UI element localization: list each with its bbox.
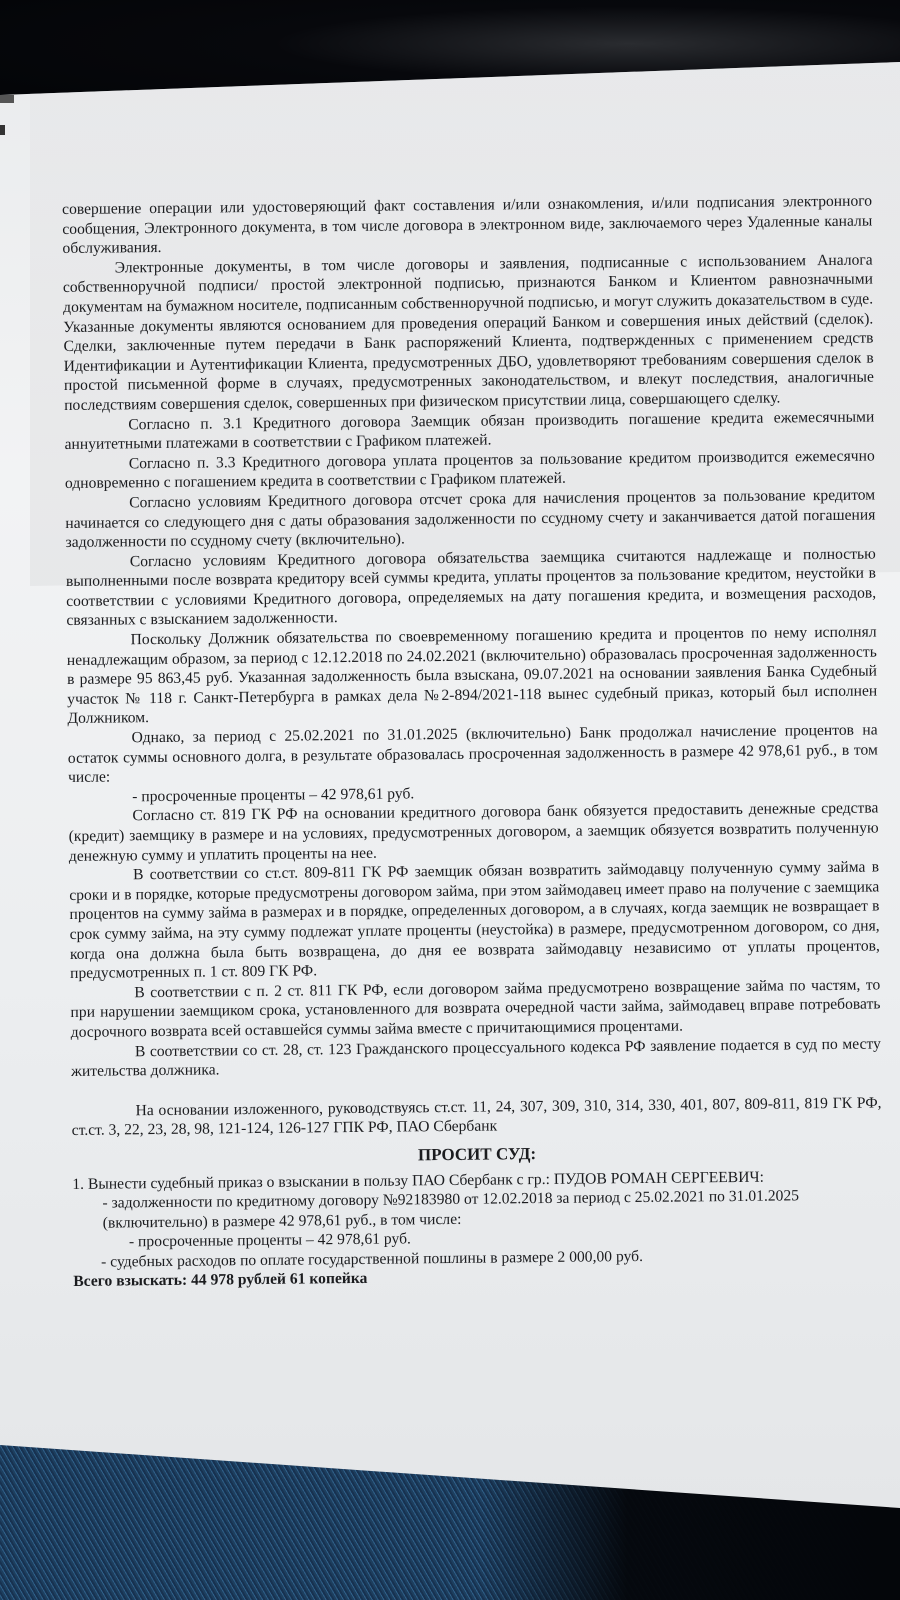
document-body bbox=[62, 192, 883, 1292]
paragraph: Согласно п. 3.3 Кредитного договора уплата процентов за пользование кредитом производится ежемесячно одновременно с погашением кредита в соответствии с Графиком платежей. bbox=[64, 447, 875, 493]
paragraph: совершение операции или удостоверяющий факт составления и/или ознакомления, и/или подписания электронного сообщения, Электронного документа, в том числе договора в электронном виде, заключаемого через Удаленные каналы обслуживания. bbox=[62, 192, 873, 258]
print-mark bbox=[0, 95, 14, 103]
request-fees-line: - судебных расходов по оплате государственной пошлины в размере 2 000,00 руб. bbox=[101, 1247, 644, 1271]
request-item-1: 1. Вынести судебный приказ о взыскании в пользу ПАО Сбербанк с гр.: ПУДОВ РОМАН СЕРГЕЕВИЧ: bbox=[72, 1168, 764, 1193]
paragraph: В соответствии со ст. 28, ст. 123 Гражданского процессуального кодекса РФ заявление подается в суд по месту жительства должника. bbox=[71, 1035, 881, 1081]
paragraph: Согласно условиям Кредитного договора обязательства заемщика считаются надлежаще и полностью выполненными после возврата кредитору всей суммы кредита, уплаты процентов за пользование кредитом, неустойки в соответствии с условиями Кредитного договора, определяемых на дату погашения кредита, и возмещения расходов, связанных с взысканием задолженности. bbox=[65, 545, 877, 630]
paragraph: Согласно ст. 819 ГК РФ на основании кредитного договора банк обязуется предоставить денежные средства (кредит) заемщику в размере и на условиях, предусмотренных договором, а заемщик обязуется возвратить полученную денежную сумму и уплатить проценты на нее. bbox=[68, 799, 879, 865]
paragraph: В соответствии с п. 2 ст. 811 ГК РФ, если договором займа предусмотрено возвращение займа по частям, то при нарушении заемщиком срока, установленного для возврата очередной части займа, займодавец вправе потребовать досрочного возврата всей оставшейся суммы займа вместе с причитающимися процентами. bbox=[70, 976, 881, 1041]
paragraph: В соответствии со ст.ст. 809-811 ГК РФ заемщик обязан возвратить займодавцу полученную сумму займа в сроки и в порядке, которые предусмотрены договором займа, при этом займодавец имеет право на получение с заемщика процентов на сумму займа в размерах и в порядке, определенных договором, а в случаях, когда заемщик не возвращает в срок сумму займа, на эту сумму подлежат уплате проценты (неустойка) в размере, предусмотренном договором, со дня, когда она должна была быть возвращена, до дня ее возврата займодавцу независимо от уплаты процентов, предусмотренных п. 1 ст. 809 ГК РФ. bbox=[69, 858, 880, 983]
request-total: Всего взыскать: 44 978 рублей 61 копейка bbox=[73, 1270, 368, 1291]
paragraph: Согласно п. 3.1 Кредитного договора Заемщик обязан производить погашение кредита ежемесячными аннуитетными платежами в соответствии с Графиком платежей. bbox=[64, 408, 875, 454]
paragraph: На основании изложенного, руководствуясь ст.ст. 11, 24, 307, 309, 310, 314, 330, 401, 807, 809-811, 819 ГК РФ, ст.ст. 3, 22, 23, 28, 98, 121-124, 126-127 ГПК РФ, ПАО Сбербанк bbox=[71, 1094, 882, 1140]
paragraph: Электронные документы, в том числе договоры и заявления, подписанные с использованием Аналога собственноручной подписи/ простой электронной подписью, признаются Банком и Клиентом равнозначными документам на бумажном носителе, подписанным собственноручной подписью, и могут служить доказательством в суде. Указанные документы являются основанием для проведения операций Банком и совершения иных действий (сделок). Сделки, заключенные путем передачи в Банк распоряжений Клиента, подтвержденных с применением средств Идентификации и Аутентификации Клиента, предусмотренных ДБО, удовлетворяют требованиям совершения сделок в простой письменной форме в случаях, предусмотренных законодательством, и влекут последствия, аналогичные последствиям совершения сделок, совершенных при физическом присутствии лица, совершающего сделку. bbox=[62, 251, 874, 414]
paragraph: Согласно условиям Кредитного договора отсчет срока для начисления процентов за пользование кредитом начинается со следующего дня с даты образования задолженности по ссудному счету и заканчивается датой погашения задолженности по ссудному счету (включительно). bbox=[65, 486, 876, 552]
paragraph: Поскольку Должник обязательства по своевременному погашению кредита и процентов по нему исполнял ненадлежащим образом, за период с 12.12.2018 по 24.02.2021 (включительно) образовалась просроченная задолженность в размере 95 863,45 руб. Указанная задолженность была взыскана, 09.07.2021 на основании заявления Банка Судебный участок № 118 г. Санкт-Петербурга в рамках дела №2-894/2021-118 вынес судебный приказ, который был исполнен Должником. bbox=[66, 623, 878, 728]
print-mark bbox=[0, 125, 5, 135]
request-interest-line: - просроченные проценты – 42 978,61 руб. bbox=[128, 1230, 412, 1251]
request-title: ПРОСИТ СУД: bbox=[417, 1143, 537, 1165]
list-item: - просроченные проценты – 42 978,61 руб. bbox=[132, 785, 415, 806]
paragraph: Однако, за период с 25.02.2021 по 31.01.2025 (включительно) Банк продолжал начисление процентов на остаток суммы основного долга, в результате образовалась просроченная задолженность в размере 42 978,61 руб., в том числе: bbox=[67, 721, 878, 787]
request-debt-line: - задолженности по кредитному договору №92183980 от 12.02.2018 за период с 25.02.2021 по 31.01.2025 (включительно) в размере 42 978,61 руб., в том числе: bbox=[102, 1187, 800, 1232]
